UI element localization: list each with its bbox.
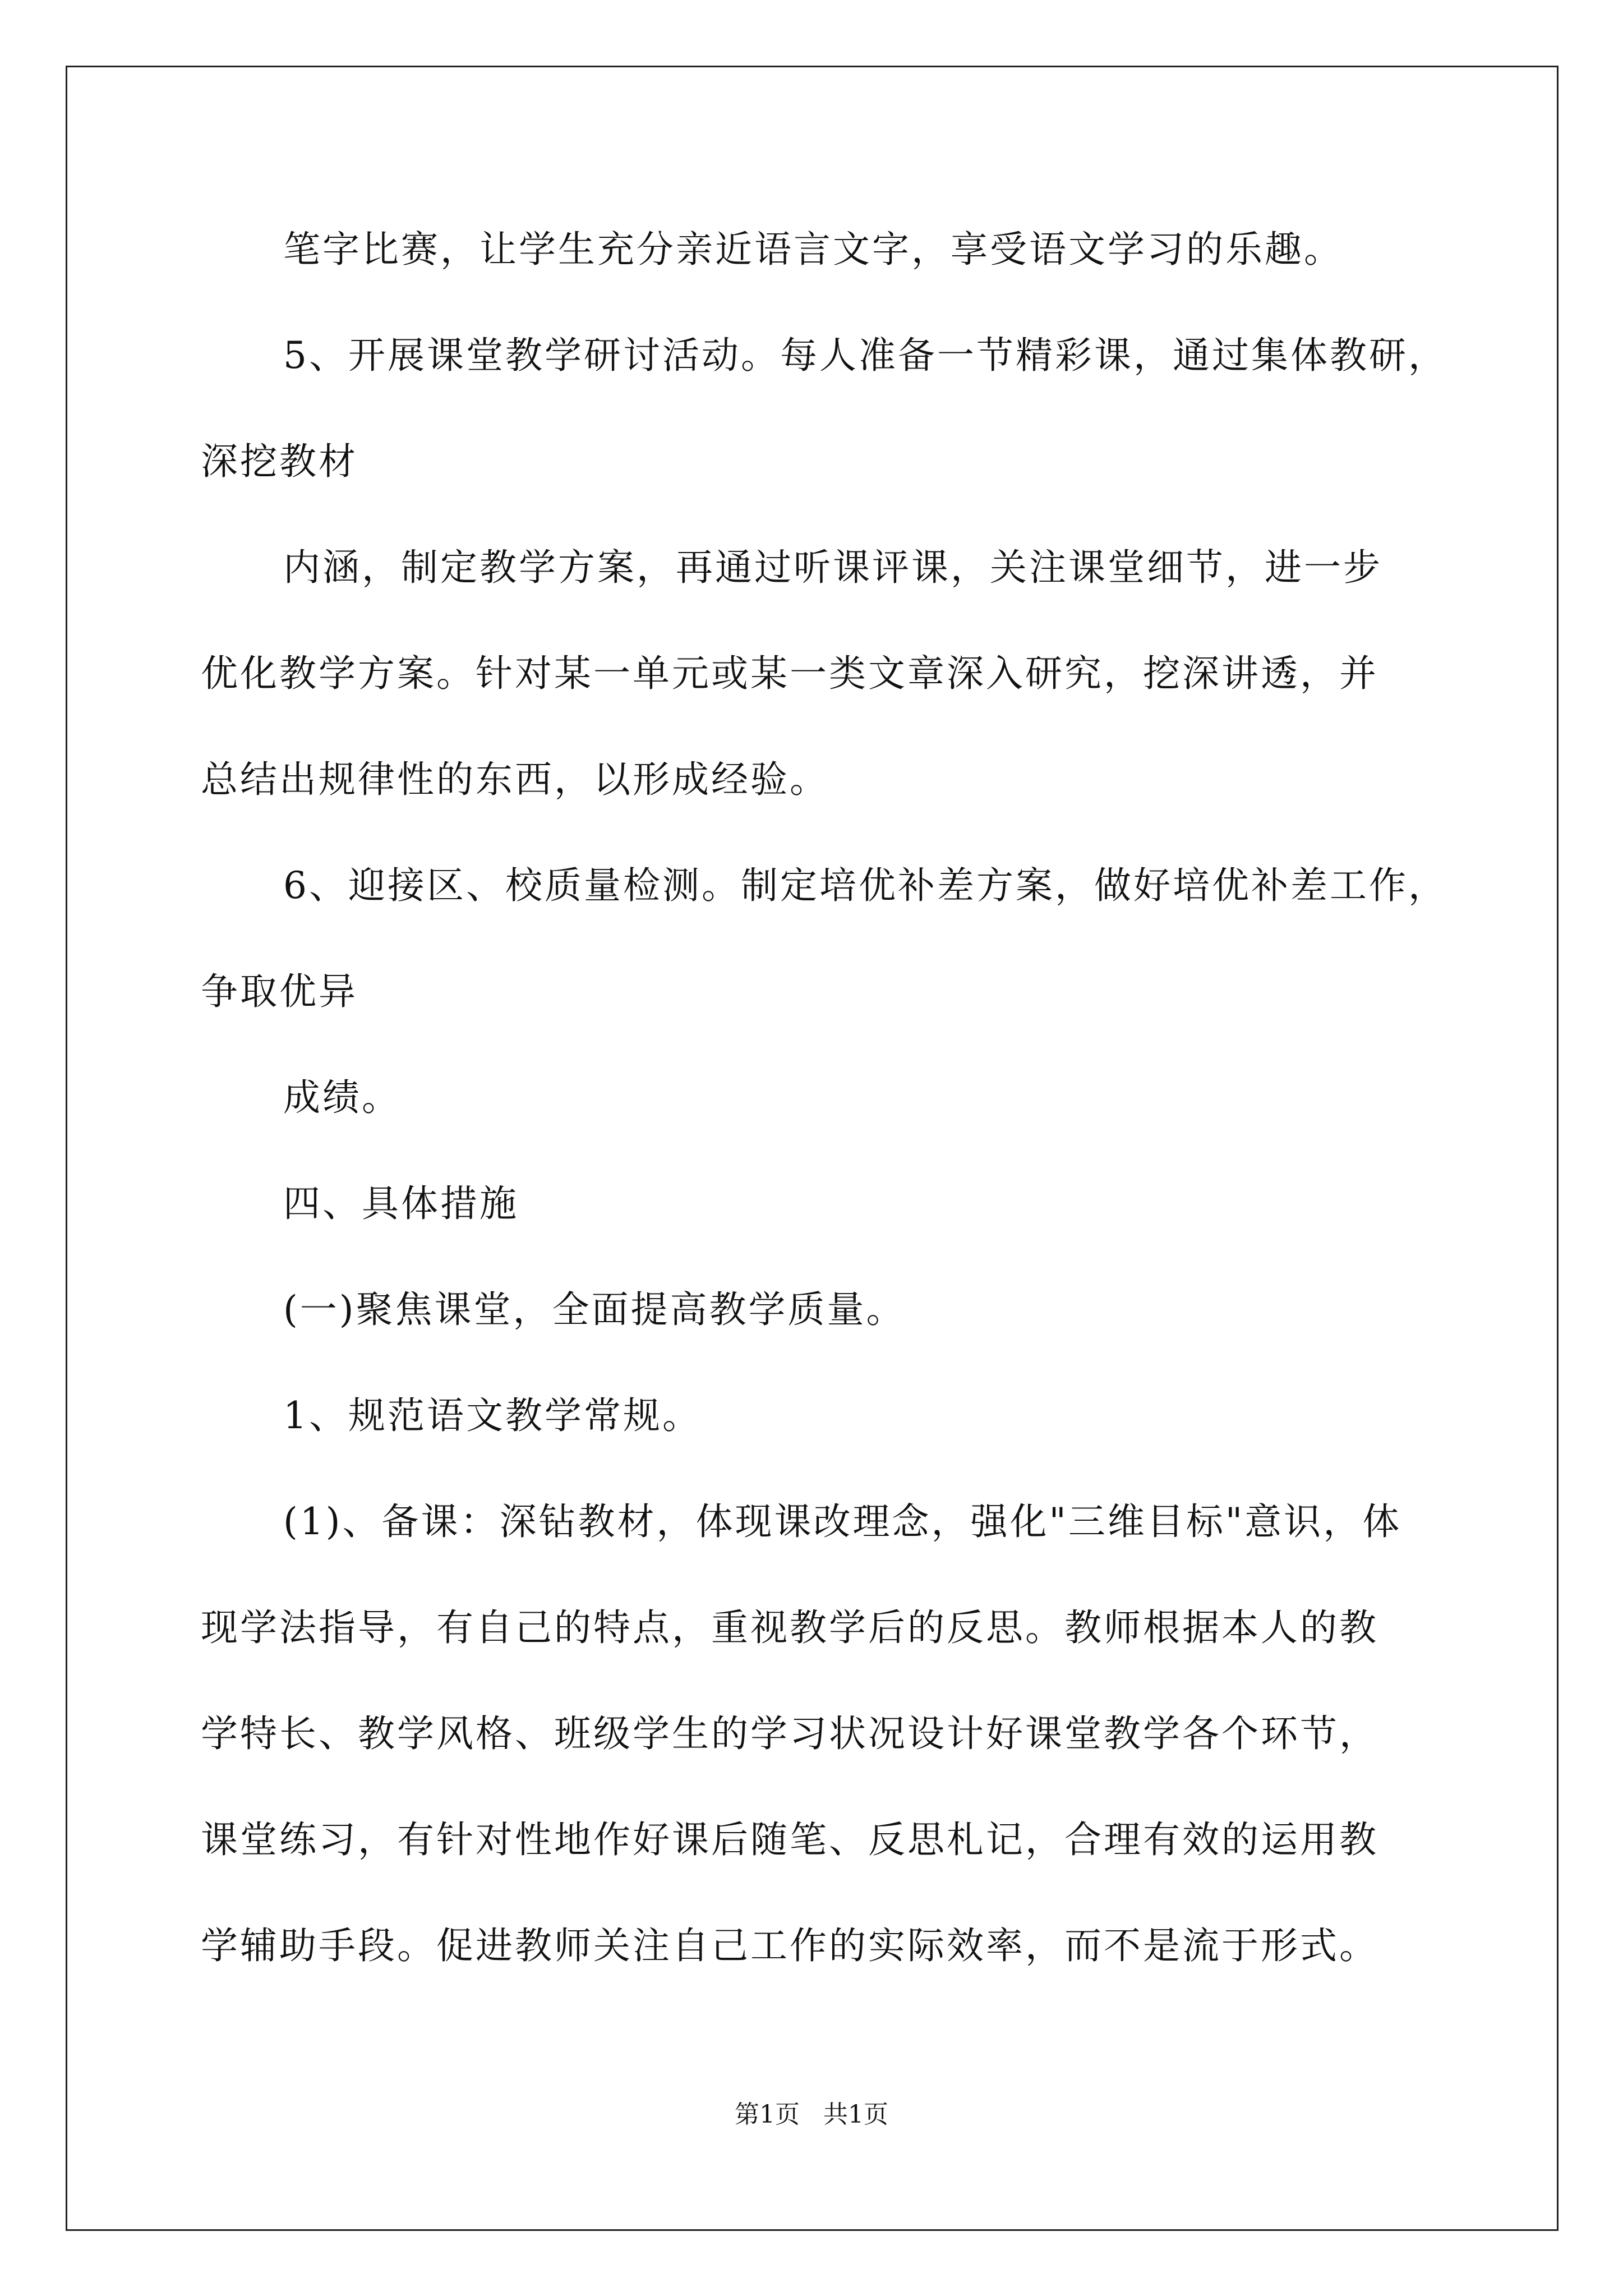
text-line: 5、开展课堂教学研讨活动。每人准备一节精彩课，通过集体教研， [283, 334, 1447, 377]
text-line: 成绩。 [283, 1076, 401, 1119]
text-line: 学辅助手段。促进教师关注自己工作的实际效率，而不是流于形式。 [201, 1924, 1378, 1967]
section-heading: 四、具体措施 [283, 1182, 519, 1225]
subsection-heading: (一)聚焦课堂，全面提高教学质量。 [283, 1288, 906, 1331]
text-line: 笔字比赛，让学生充分亲近语言文字，享受语文学习的乐趣。 [283, 228, 1343, 271]
text-line: 学特长、教学风格、班级学生的学习状况设计好课堂教学各个环节， [201, 1712, 1378, 1755]
page-footer: 第1页 共1页 [735, 2100, 888, 2129]
text-line: (1)、备课：深钻教材，体现课改理念，强化"三维目标"意识，体 [283, 1500, 1402, 1543]
text-line: 优化教学方案。针对某一单元或某一类文章深入研究，挖深讲透，并 [201, 652, 1378, 695]
text-line: 6、迎接区、校质量检测。制定培优补差方案，做好培优补差工作， [283, 864, 1447, 907]
text-line: 1、规范语文教学常规。 [283, 1394, 702, 1437]
text-line: 课堂练习，有针对性地作好课后随笔、反思札记，合理有效的运用教 [201, 1818, 1378, 1861]
text-line: 总结出规律性的东西，以形成经验。 [201, 758, 829, 801]
text-line: 深挖教材 [201, 440, 358, 483]
page-border [66, 66, 1559, 2231]
text-line: 争取优异 [201, 970, 358, 1013]
text-line: 内涵，制定教学方案，再通过听课评课，关注课堂细节，进一步 [283, 546, 1382, 589]
text-line: 现学法指导，有自己的特点，重视教学后的反思。教师根据本人的教 [201, 1606, 1378, 1649]
